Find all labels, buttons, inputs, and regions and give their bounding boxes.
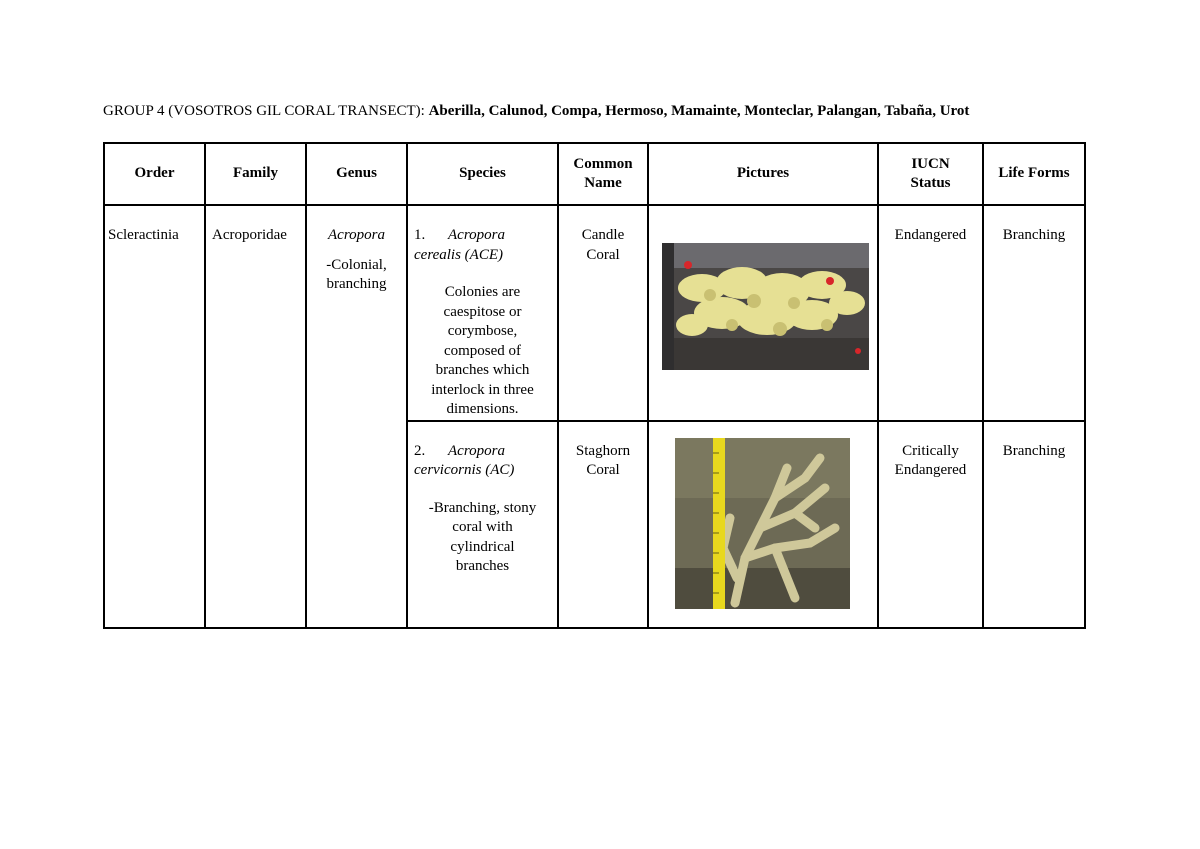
species-cell: [407, 205, 558, 421]
header-iucn-status: IUCN Status: [878, 143, 983, 205]
picture-cell: [648, 205, 878, 421]
genus-desc-2: branching: [326, 276, 387, 292]
header-pictures: Pictures: [648, 143, 878, 205]
order-cell: Scleractinia: [104, 205, 205, 628]
iucn-status-cell: [878, 205, 983, 421]
header-common-name: Common Name: [558, 143, 648, 205]
species-cell: [407, 421, 558, 628]
species-name-1: Acropora: [448, 227, 505, 243]
header-order: Order: [104, 143, 205, 205]
status-text-1: Critically: [902, 442, 959, 459]
species-name-2: cerealis (ACE): [414, 246, 503, 263]
page-heading: [103, 103, 969, 120]
coral-table: [103, 142, 1086, 629]
candle-coral-photo: [662, 243, 869, 370]
family-cell: Acroporidae: [205, 205, 306, 628]
header-row: [104, 143, 1085, 205]
status-text-2: Endangered: [894, 462, 967, 478]
header-family: Family: [205, 143, 306, 205]
header-genus: Genus: [306, 143, 407, 205]
header-species: Species: [407, 143, 558, 205]
common-name-cell: Staghorn Coral: [558, 421, 648, 628]
genus-name: Acropora: [328, 227, 385, 243]
common-name-cell: Candle Coral: [558, 205, 648, 421]
species-name-1: Acropora: [448, 442, 505, 459]
species-number: 1.: [414, 227, 426, 243]
heading-group: GROUP 4 (VOSOTROS GIL CORAL TRANSECT):: [103, 103, 429, 119]
life-form-cell: Branching: [983, 205, 1085, 421]
life-form-cell: Branching: [983, 421, 1085, 628]
iucn-status-cell: [878, 421, 983, 628]
genus-cell: [306, 205, 407, 628]
heading-members: Aberilla, Calunod, Compa, Hermoso, Mamainte, Monteclar, Palangan, Tabaña, Urot: [428, 103, 970, 119]
header-life-forms: Life Forms: [983, 143, 1085, 205]
species-number: 2.: [414, 442, 426, 459]
status-text-1: Endangered: [894, 227, 967, 243]
table-row: [104, 205, 1085, 421]
species-name-2: cervicornis (AC): [414, 462, 515, 478]
species-description: -Branching, stony coral with cylindrical branches: [428, 499, 537, 574]
genus-desc-1: -Colonial,: [326, 256, 387, 273]
species-description: Colonies are caespitose or corymbose, composed of branches which interlock in three dimensions.: [431, 284, 534, 417]
staghorn-coral-photo: [675, 438, 850, 609]
picture-cell: [648, 421, 878, 628]
